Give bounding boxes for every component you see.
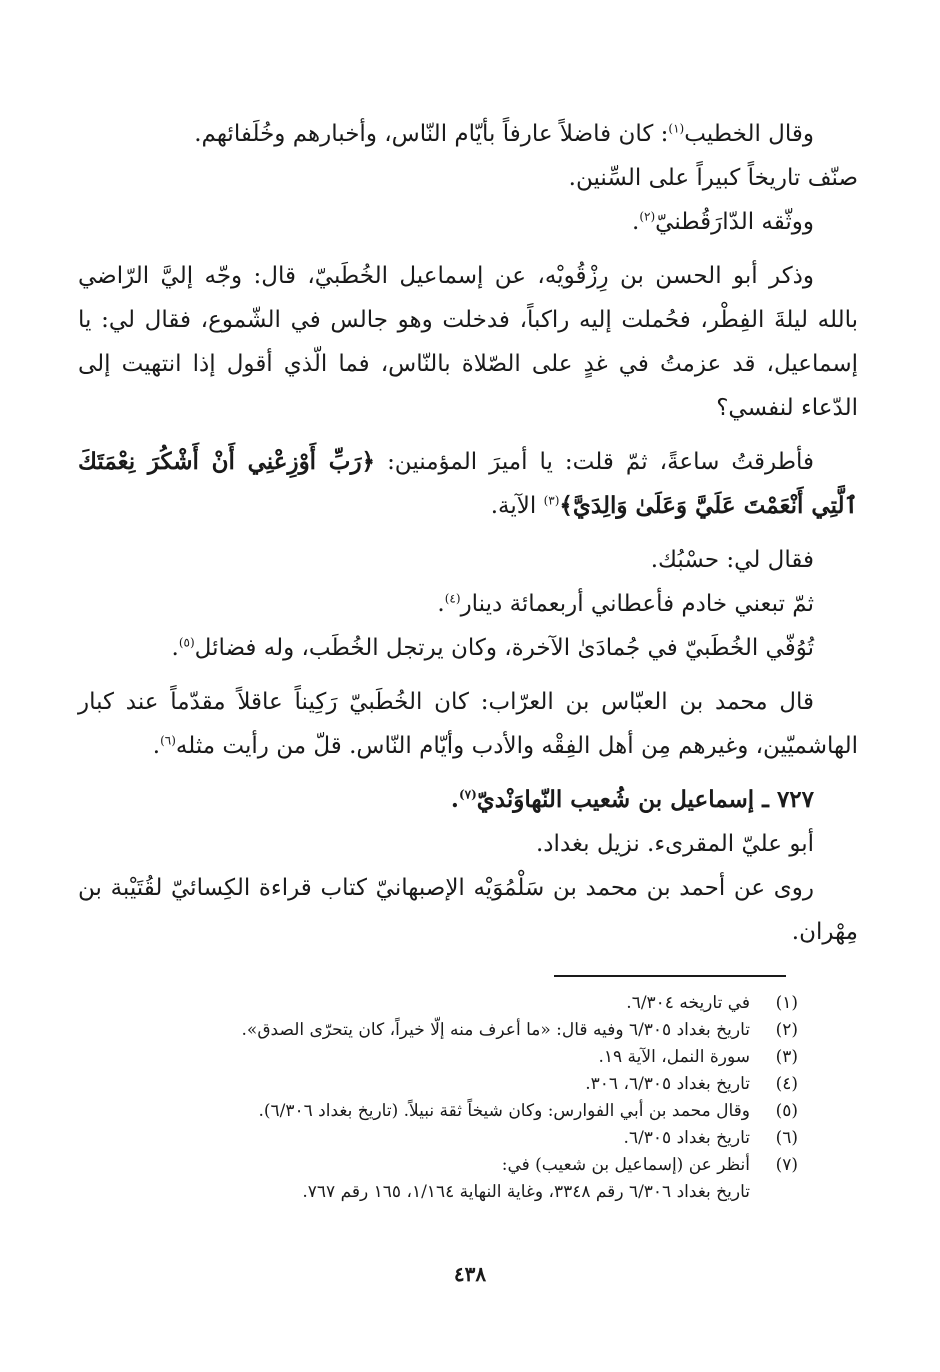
page-number: ٤٣٨ [453,1262,487,1286]
footnote [150,1071,798,1098]
footnote-ref[interactable]: (٤) [444,591,461,606]
footnote-number: (١) [775,993,798,1013]
footnote-ref[interactable]: (٧) [458,787,477,802]
paragraph: صنّف تاريخاً كبيراً على السِّنين. [568,165,858,191]
footnote-ref[interactable]: (١) [668,121,685,136]
text-run: الآية. [490,493,544,519]
paragraph [78,582,858,626]
text-run: ٧٢٧ ـ إسماعيل بن شُعيب النّهاوَنْديّ [476,786,814,813]
footnotes [150,990,798,1206]
footnote-number: (٤) [775,1074,798,1094]
footnote-text: تاريخ بغداد ٦/٣٠٥ وفيه قال: «ما أعرف منه إلّا خيراً، كان يتحرّى الصدق». [241,1020,750,1040]
paragraph [78,200,858,244]
footnote-ref[interactable]: (٢) [639,209,656,224]
footnote-ref[interactable]: (٦) [160,733,176,748]
footnote-ref[interactable]: (٥) [178,635,195,650]
text-run: تُوُفّي الخُطَبيّ في جُمادَىٰ الآخرة، وكان يرتجل الخُطَب، وله فضائل [194,635,814,661]
text-run: . [632,209,640,235]
text-run: : كان فاضلاً عارفاً بأيّام النّاس، وأخبارهم وخُلَفائهم. [194,121,669,147]
text-run: . [437,591,445,617]
footnote-number: (٣) [775,1047,798,1067]
main-text [78,112,858,954]
paragraph: فقال لي: حسْبُك. [650,547,814,573]
footnote-text: تاريخ بغداد ٦/٣٠٥. [623,1128,750,1148]
footnote-text: سورة النمل، الآية ١٩. [598,1047,750,1067]
paragraph: روى عن أحمد بن محمد بن سَلْمُوَيْه الإصبهانيّ كتاب قراءة الكِسائيّ لقُتَيْبة بن مِهْران. [78,875,858,945]
footnote-number: (٧) [775,1155,798,1175]
footnote-text: تاريخ بغداد ٦/٣٠٥، ٣٠٦. [585,1074,750,1094]
paragraph: أبو عليّ المقرىء. نزيل بغداد. [536,831,814,857]
footnote [150,1017,798,1044]
footnote-number: (٦) [775,1128,798,1148]
footnote [150,1044,798,1071]
footnote-ref[interactable]: (٣) [543,493,560,508]
footnote [150,1152,798,1179]
text-run: . [450,786,459,813]
paragraph [78,440,858,528]
paragraph [78,626,858,670]
footnote-divider [554,975,786,977]
paragraph [78,112,858,156]
text-run: ثمّ تبعني خادم فأعطاني أربعمائة دينار [460,591,814,617]
text-run: ووثّقه الدّارَقُطنيّ [655,209,814,235]
text-run: فأطرقتُ ساعةً، ثمّ قلت: يا أميرَ المؤمنين: [387,449,815,475]
entry-heading [78,778,858,822]
footnote [150,990,798,1017]
text-run: . [171,635,179,661]
quran-verse: ﴿رَبِّ أَوْزِعْنِي أَنْ أَشْكُرَ نِعْمَتَكَ ٱلَّتِي أَنْعَمْتَ عَلَيَّ وَعَلَىٰ وَالِدَيَّ﴾ [78,448,858,519]
text-run: قال محمد بن العبّاس بن العرّاب: كان الخُطَبيّ رَكِيناً عاقلاً مقدّماً عند كبار الهاشميّين، وغيرهم مِن أهل الفِقْه والأدب وأيّام النّاس. قلّ من رأيت مثله [78,689,858,759]
footnote [150,1125,798,1152]
footnote-number: (٢) [775,1020,798,1040]
footnote-text: وقال محمد بن أبي الفوارس: وكان شيخاً ثقة نبيلاً. (تاريخ بغداد ٦/٣٠٦). [258,1101,750,1121]
paragraph [78,680,858,768]
footnote [150,1098,798,1125]
text-run: . [152,733,161,759]
text-run: وقال الخطيب [684,121,814,147]
footnote-text: في تاريخه ٦/٣٠٤. [626,993,750,1013]
footnote-text: أنظر عن (إسماعيل بن شعيب) في: [501,1155,750,1175]
paragraph: وذكر أبو الحسن بن رِزْقُويْه، عن إسماعيل الخُطَبيّ، قال: وجّه إليَّ الرّاضي بالله ليلةَ الفِطْر، فحُملت إليه راكباً، فدخلت وهو جالس في الشّموع، فقال لي: يا إسماعيل، قد عزمتُ في غدٍ على الصّلاة بالنّاس، فما الّذي أقول إذا انتهيت إلى الدّعاء لنفسي؟ [78,263,858,421]
footnote-continuation: تاريخ بغداد ٦/٣٠٦ رقم ٣٣٤٨، وغاية النهاية ١/١٦٤، ١٦٥ رقم ٧٦٧. [302,1182,750,1202]
footnote-number: (٥) [775,1101,798,1121]
